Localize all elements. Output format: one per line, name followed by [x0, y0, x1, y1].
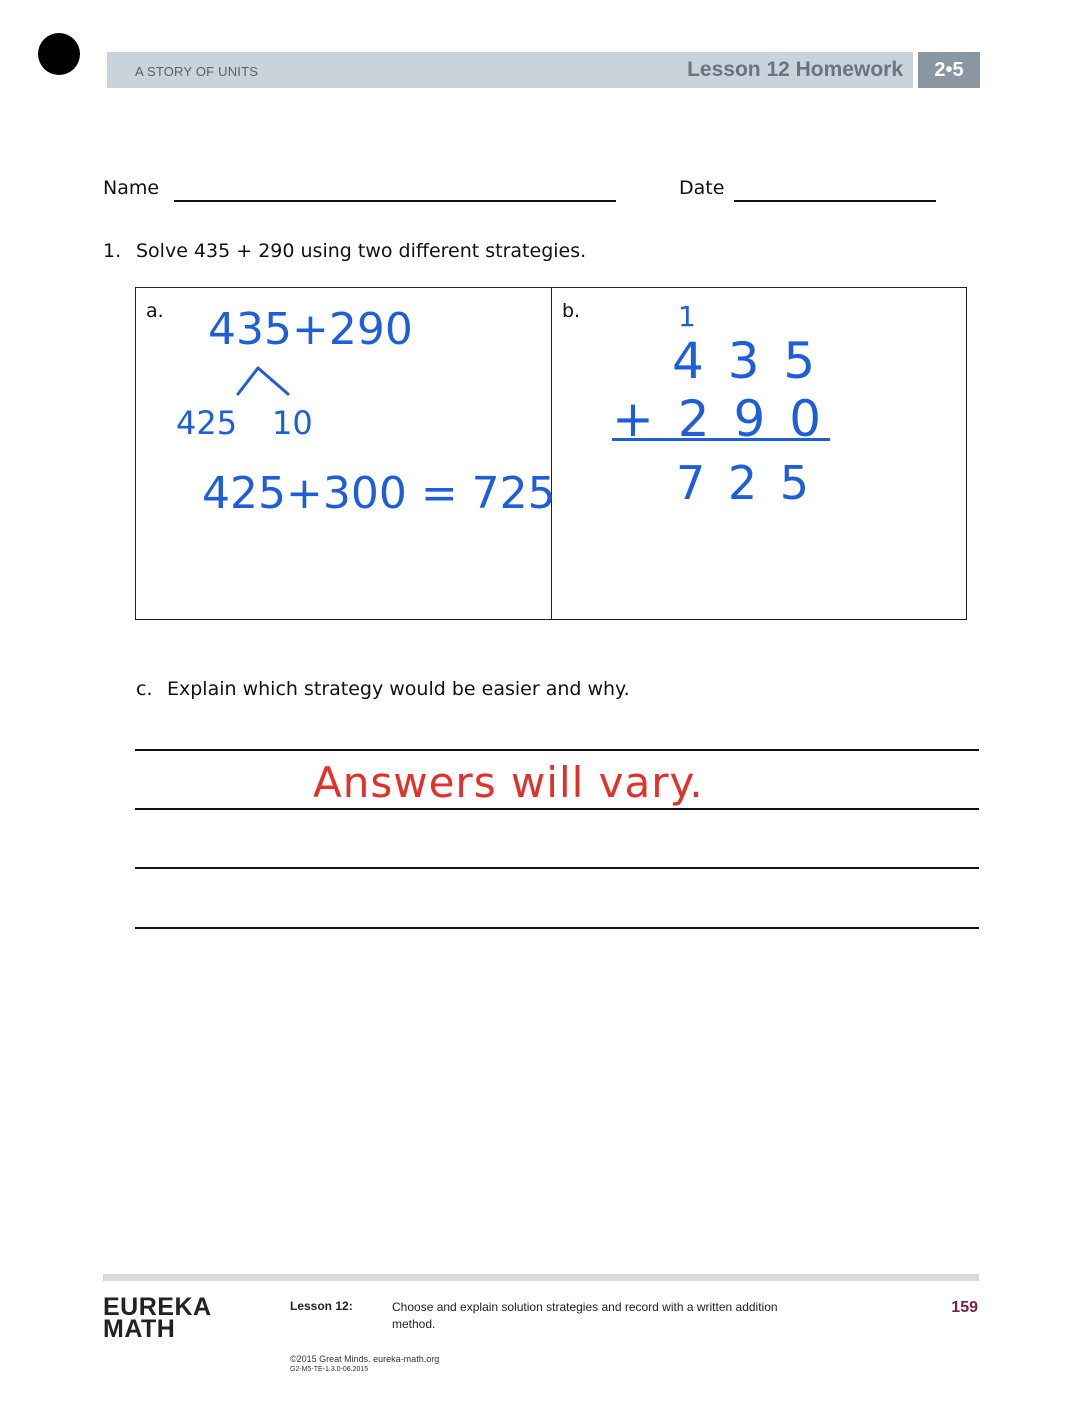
logo-line-1: EUREKA: [103, 1293, 212, 1321]
copyright: ©2015 Great Minds. eureka-math.org: [290, 1354, 440, 1364]
answer-line[interactable]: [135, 867, 979, 869]
part-c-label: c.: [136, 678, 153, 700]
name-field[interactable]: [174, 200, 616, 202]
footer-lesson-label: Lesson 12:: [290, 1299, 353, 1313]
part-c-prompt: Explain which strategy would be easier and why.: [167, 678, 630, 700]
question-prompt: Solve 435 + 290 using two different strategies.: [136, 240, 587, 262]
part-b-addend1: 4 3 5: [672, 332, 820, 390]
part-a-expression: 435+290: [208, 304, 413, 355]
date-field[interactable]: [734, 200, 936, 202]
question-number: 1.: [103, 240, 122, 262]
answer-line[interactable]: [135, 808, 979, 810]
grade-module-badge: 2•5: [918, 52, 980, 88]
name-label: Name: [103, 177, 160, 199]
series-title: A STORY OF UNITS: [135, 64, 259, 79]
part-a-split-right: 10: [272, 404, 313, 442]
logo-line-2: MATH: [103, 1315, 176, 1343]
hole-punch-dot: [38, 33, 80, 75]
part-a-split-left: 425: [176, 404, 238, 442]
part-b-addend2: + 2 9 0: [612, 390, 826, 448]
eureka-math-logo: [103, 1293, 212, 1343]
part-b-sum: 7 2 5: [676, 456, 814, 510]
answer-box-divider: [551, 287, 552, 620]
part-b-label: b.: [562, 300, 581, 322]
split-caret: [232, 360, 296, 400]
footer-lesson-description: Choose and explain solution strategies and record with a written addition method.: [392, 1300, 778, 1331]
answer-line[interactable]: [135, 749, 979, 751]
footer-bar: [103, 1274, 979, 1281]
part-a-label: a.: [146, 300, 164, 322]
answer-line[interactable]: [135, 927, 979, 929]
document-code: G2-M5-TE-1.3.0-06.2015: [290, 1366, 369, 1373]
page-number: 159: [951, 1299, 978, 1316]
date-label: Date: [679, 177, 725, 199]
part-a-equation: 425+300 = 725: [202, 468, 556, 519]
handwritten-answer: Answers will vary.: [313, 758, 704, 807]
part-b-sum-line: [612, 438, 830, 441]
lesson-title: Lesson 12 Homework: [687, 58, 903, 81]
part-b-carry: 1: [678, 300, 696, 333]
